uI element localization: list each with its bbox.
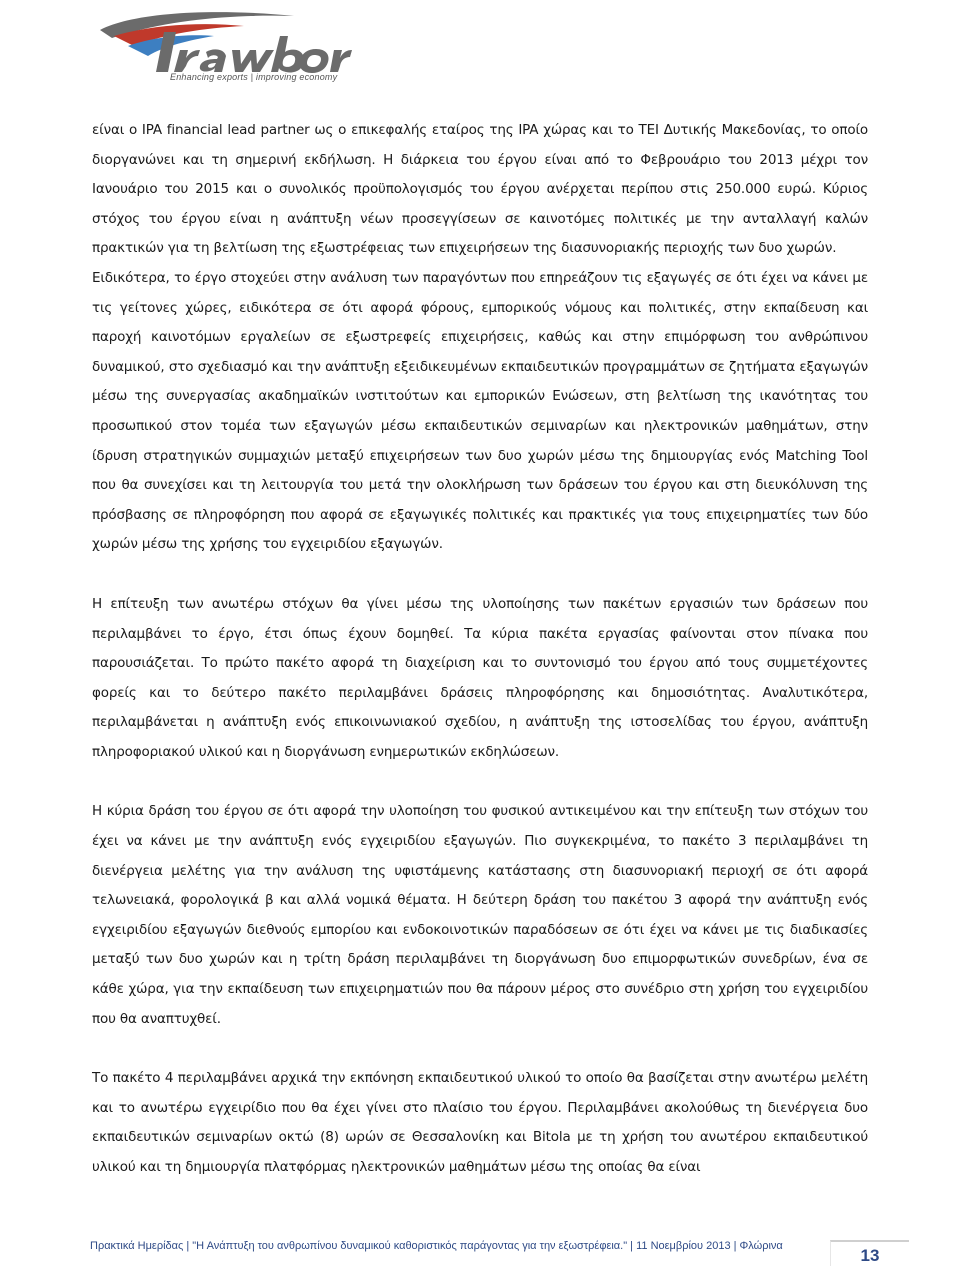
paragraph-1: είναι ο IPA financial lead partner ως ο επικεφαλής εταίρος της IPA χώρας και το ΤΕΙ Δυτικής Μακεδονίας, το οποίο διοργανώνει και τη σημερινή εκδήλωση. Η διάρκεια του έργου είναι από το Φεβρουάριο του 2013 μέχρι τον Ιανουάριο του 2015 και ο συνολικός προϋπολογισμός του έργου ανέρχεται περίπου στις 250.000 ευρώ. Κύριος στόχος του έργου είναι η ανάπτυξη νέων προσεγγίσεων σε καινοτόμες πολιτικές με την ανταλλαγή καλών πρακτικών για τη βελτίωση της εξωστρέφειας των επιχειρήσεων της διασυνοριακής περιοχής των δυο χωρών. bbox=[92, 122, 868, 257]
document-body bbox=[92, 116, 868, 1183]
paragraph-spacer bbox=[92, 767, 868, 797]
paragraph-4: Η κύρια δράση του έργου σε ότι αφορά την υλοποίηση του φυσικού αντικειμένου και την επίτευξη των στόχων του έχει να κάνει με την ανάπτυξη ενός εγχειριδίου εξαγωγών. Πιο συγκεκριμένα, το πακέτο 3 περιλαμβάνει τη διενέργεια μελέτης για την ανάλυση της υφιστάμενης κατάστασης στη διασυνοριακή περιοχή σε ότι αφορά τελωνειακά, φορολογικά β και αλλά νομικά θέματα. Η δεύτερη δράση του πακέτου 3 αφορά την ανάπτυξη ενός εγχειριδίου εξαγωγών διεθνούς εμπορίου και ενδοκοινοτικών παραδόσεων σε ότι έχει να κάνει με τις διαδικασίες μεταξύ των δυο χωρών και η τρίτη δράση περιλαμβάνει τη διοργάνωση δυο επιμορφωτικών συνεδρίων, ένα σε κάθε χώρα, για την εκπαίδευση των επιχειρηματιών που θα πάρουν μέρος στο συνέδριο στη χρήση του εγχειριδίου που θα αναπτυχθεί. bbox=[92, 803, 868, 1027]
footer-caption: Πρακτικά Ημερίδας | "Η Ανάπτυξη του ανθρωπίνου δυναμικού καθοριστικός παράγοντας για την εξωστρέφεια." | 11 Νοεμβρίου 2013 | Φλώρινα bbox=[90, 1240, 783, 1252]
page-number: 13 bbox=[860, 1246, 880, 1265]
page-number-box bbox=[830, 1240, 909, 1266]
paragraph-spacer bbox=[92, 1034, 868, 1064]
paragraph-5: Το πακέτο 4 περιλαμβάνει αρχικά την εκπόνηση εκπαιδευτικού υλικού το οποίο θα βασίζεται στην ανωτέρω μελέτη και το ανωτέρω εγχειρίδιο που θα έχει γίνει στο πλαίσιο του έργου. Περιλαμβάνει ακολούθως τη διενέργεια δυο εκπαιδευτικών σεμιναρίων οκτώ (8) ωρών σε Θεσσαλονίκη και Bitola με τη χρήση του ανωτέρου εκπαιδευτικού υλικού και τη δημιουργία πλατφόρμας ηλεκτρονικών μαθημάτων μέσω της οποίας θα είναι bbox=[92, 1070, 868, 1175]
logo-tagline: Enhancing exports | improving economy bbox=[170, 72, 338, 82]
paragraph-3: Η επίτευξη των ανωτέρω στόχων θα γίνει μέσω της υλοποίησης των πακέτων εργασιών των δράσεων που περιλαμβάνει το έργο, έτσι όπως έχουν δομηθεί. Τα κύρια πακέτα εργασίας φαίνονται στον πίνακα που παρουσιάζεται. Το πρώτο πακέτο αφορά τη διαχείριση και το συντονισμό του έργου από τους συμμετέχοντες φορείς και το δεύτερο πακέτο περιλαμβάνει δράσεις πληροφόρησης και δημοσιότητας. Αναλυτικότερα, περιλαμβάνεται η ανάπτυξη ενός επικοινωνιακού σχεδίου, η ανάπτυξη της ιστοσελίδας του έργου, ανάπτυξη πληροφοριακού υλικού και η διοργάνωση ενημερωτικών εκδηλώσεων. bbox=[92, 595, 868, 760]
paragraph-2: Ειδικότερα, το έργο στοχεύει στην ανάλυση των παραγόντων που επηρεάζουν τις εξαγωγές σε ότι έχει να κάνει με τις γείτονες χώρες, ειδικότερα σε ότι αφορά φόρους, εμπορικούς νόμους και πολιτικές, στην εκπαίδευση και παροχή καινοτόμων εργαλείων σε εξωστρεφείς επιχειρήσεις, καθώς και στην επιμόρφωση του ανθρώπινου δυναμικού, στο σχεδιασμό και την ανάπτυξη εξειδικευμένων εκπαιδευτικών προγραμμάτων σε ζητήματα εξαγωγών μέσω της συνεργασίας ακαδημαϊκών ινστιτούτων και εμπορικών Ενώσεων, στη βελτίωση της ικανότητας του προσωπικού στον τομέα των εξαγωγών μέσω εκπαιδευτικών σεμιναρίων και ηλεκτρονικών μαθημάτων, στην ίδρυση στρατηγικών συμμαχιών μεταξύ επιχειρήσεων των δυο χωρών μέσω της δημιουργίας ενός Matching Tool που θα συνεχίσει και τη λειτουργία του μετά την ολοκλήρωση των δράσεων του έργου και στη διευκόλυνση της πρόσβασης σε πληροφόρηση που αφορά σε εξαγωγικές πολιτικές και πρακτικές για τους επιχειρηματίες των δύο χωρών μέσω της χρήσης του εγχειριδίου εξαγωγών. bbox=[92, 269, 868, 553]
logo-t-stem bbox=[156, 32, 176, 72]
paragraph-spacer bbox=[92, 560, 868, 590]
